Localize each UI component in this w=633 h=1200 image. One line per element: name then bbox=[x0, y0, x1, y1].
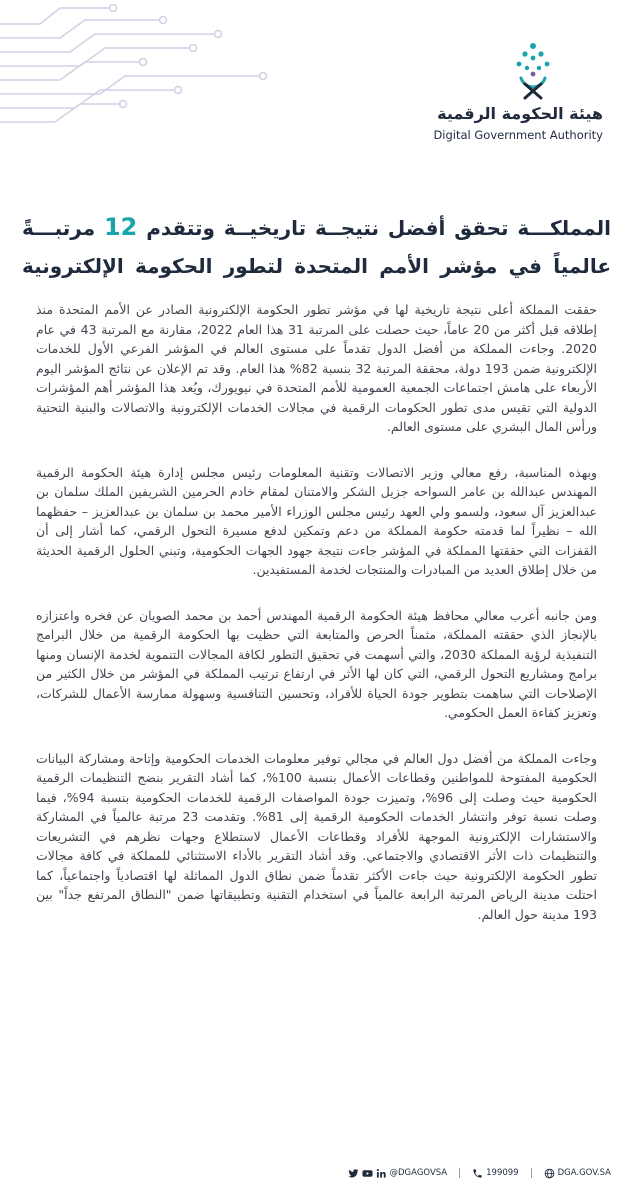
website-group bbox=[544, 1168, 611, 1179]
logo-arabic-name: هيئة الحكومة الرقمية bbox=[437, 104, 603, 123]
youtube-icon[interactable] bbox=[362, 1168, 373, 1179]
social-handle[interactable]: @DGAGOVSA bbox=[389, 1168, 448, 1178]
twitter-icon[interactable] bbox=[348, 1168, 359, 1179]
headline-part-1: المملكـــة تحقق أفضل نتيجــة تاريخيــة وتتقدم bbox=[137, 216, 611, 240]
article-body bbox=[36, 300, 597, 950]
headline-highlight-number: 12 bbox=[103, 213, 138, 241]
headline bbox=[22, 208, 611, 285]
phone-icon bbox=[472, 1168, 483, 1179]
divider bbox=[531, 1168, 532, 1178]
divider bbox=[459, 1168, 460, 1178]
paragraph: وجاءت المملكة من أفضل دول العالم في مجالي توفير معلومات الخدمات الحكومية وإتاحة ومشاركة البيانات الحكومية المفتوحة للمواطنين وقطاعات الأعمال بنسبة 100%، كما أشاد التقرير بنضج التنظيمات الرقمية الحكومية حيث وصلت إلى 96%، وتميزت جودة المواصفات الرقمية للخدمات الحكومية بنسبة 94%، فيما وصلت نسبة توفر وانتشار الخدمات الحكومية الرقمية إلى 81%. وتقدمت 23 مرتبة عالمياً في المشاركة والاستشارات الإلكترونية الموجهة للأفراد وقطاعات الأعمال لاستطلاع وجهات نظرهم في التشريعات والتنظيمات ذات الأثر الاقتصادي والاجتماعي. وقد أشاد التقرير بالأداء الاستثنائي للمملكة في كافة مجالات تطور الحكومة الإلكترونية حيث جاءت الأكثر تقدماً ضمن نطاق الدول المماثلة لها اقتصادياً واجتماعياً، كما احتلت مدينة الرياض المرتبة الرابعة عالمياً في استخدام التقنية وتطبيقاتها ضمن "النطاق المرتفع جداً" بين 193 مدينة حول العالم. bbox=[36, 750, 597, 922]
paragraph: وبهذه المناسبة، رفع معالي وزير الاتصالات وتقنية المعلومات رئيس مجلس إدارة هيئة الحكومة الرقمية المهندس عبدالله بن عامر السواحه جزيل الشكر والامتنان لمقام خادم الحرمين الشريفين الملك سلمان بن عبدالعزيز آل سعود، ولسمو ولي العهد رئيس مجلس الوزراء الأمير محمد بن سلمان بن عبدالعزيز – حفظهما الله – نظيراً لما قدمته حكومة المملكة من دعم وتمكين لدفع مسيرة التحول الرقمي، كما أشار إلى أن القفزات التي حققتها المملكة في المؤشر جاءت نتيجة جهود الجهات الحكومية، وتبني الحلول الرقمية الحديثة من خلال إطلاق العديد من المبادرات والمنتجات لخدمة المستفيدين. bbox=[36, 464, 597, 577]
logo-english-name: Digital Government Authority bbox=[433, 128, 603, 142]
paragraph: ومن جانبه أعرب معالي محافظ هيئة الحكومة الرقمية المهندس أحمد بن محمد الصويان عن فخره واعتزازه بالإنجاز الذي حققته المملكة، مثمناً الحرص والمتابعة التي حظيت بها الحكومة الرقمية من خلال البرامج التنفيذية لرؤية المملكة 2030، والتي أسهمت في تحقيق التطور لكافة المجالات التنموية لخدمة الإنسان ومنها برامج ومشاريع التحول الرقمي، التي كان لها الأثر في ارتفاع ترتيب المملكة في المؤشر من خلال الكثير من الإصلاحات التي ساهمت بتطوير جودة الحياة للأفراد، وتحسين التنافسية وسهولة ممارسة الأعمال للشركات، وتعزيز كفاءة العمل الحكومي. bbox=[36, 607, 597, 720]
dga-logo-mark bbox=[503, 40, 563, 102]
headline-part-2: مرتبـــةً عالمياً في مؤشر الأمم المتحدة لتطور الحكومة الإلكترونية bbox=[22, 216, 611, 278]
circuit-decoration bbox=[0, 0, 300, 150]
website-link[interactable]: DGA.GOV.SA bbox=[557, 1168, 611, 1178]
footer-contact bbox=[348, 1165, 611, 1181]
social-group bbox=[348, 1168, 448, 1179]
paragraph: حققت المملكة أعلى نتيجة تاريخية لها في مؤشر تطور الحكومة الإلكترونية الصادر عن الأمم المتحدة منذ إطلاقه قبل أكثر من 20 عاماً، حيث حصلت على المرتبة 31 هذا العام 2022، مقارنة مع المرتبة 43 في عام 2020. وجاءت المملكة من أفضل الدول تقدماً على مستوى العالم في المؤشر الفرعي الأول للخدمات الإلكترونية ضمن 193 دولة، محققة المرتبة 32 بنسبة 82% هذا العام. وقد تم الإعلان عن نتائج المؤشر اليوم الأربعاء على هامش اجتماعات الجمعية العمومية للأمم المتحدة في نيويورك، ويُعد هذا المؤشر أهم المؤشرات الدولية التي تقيس مدى تطور الحكومات الرقمية في مجالات الخدمات الإلكترونية والاتصالات والبنية التحتية ورأس المال البشري على مستوى العالم. bbox=[36, 302, 597, 434]
globe-icon bbox=[544, 1168, 555, 1179]
phone-number[interactable]: 199099 bbox=[486, 1168, 519, 1178]
phone-group bbox=[472, 1168, 518, 1179]
linkedin-icon[interactable] bbox=[376, 1168, 387, 1179]
